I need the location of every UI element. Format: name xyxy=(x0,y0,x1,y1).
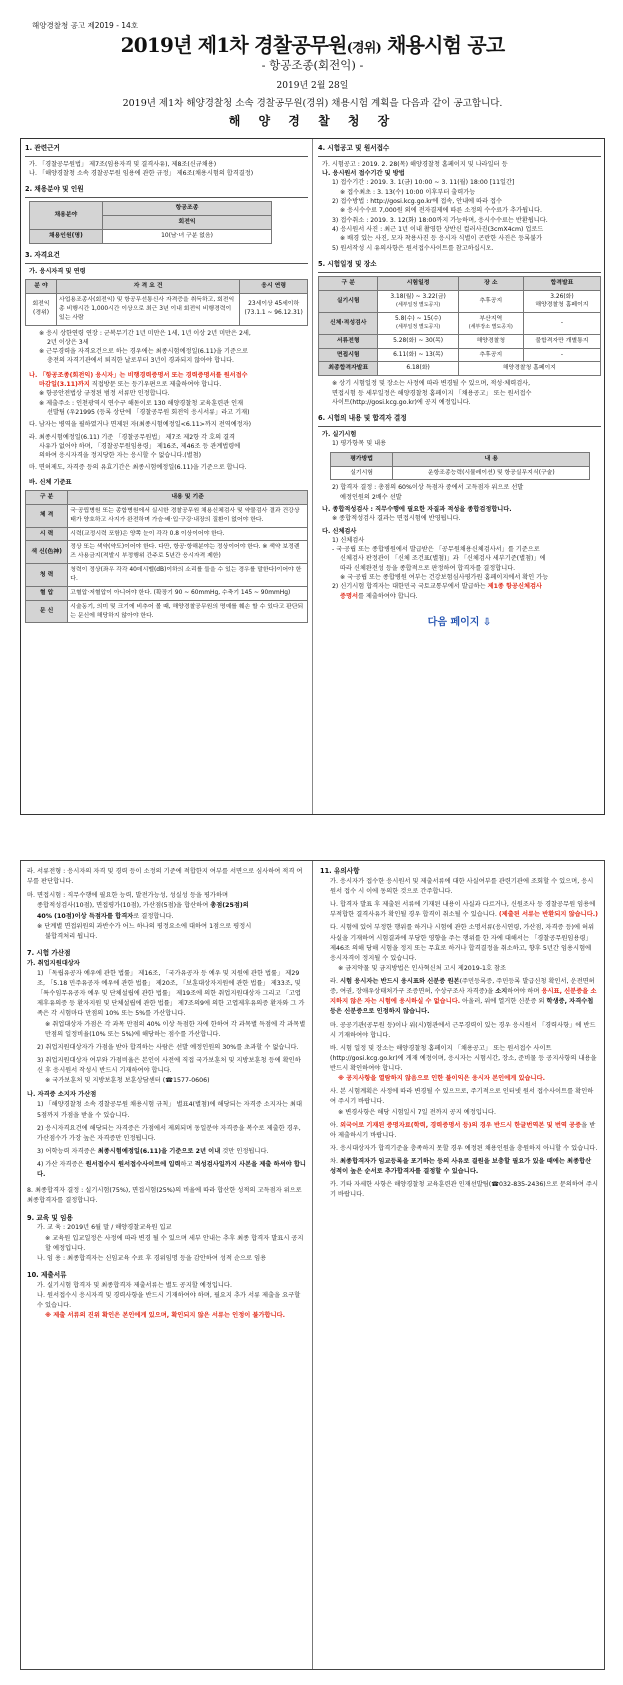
notice-number: 해양경찰청 공고 제2019 - 14호 xyxy=(32,21,139,30)
section-7-title: 7. 시험 가산점 xyxy=(27,948,71,957)
s3-ba: 바. 신체 기준표 xyxy=(29,478,72,486)
p2-7-n4-bold: 원서접수시 원서접수사이트에 입력 xyxy=(85,1161,181,1169)
row-date: 5.28(화) ~ 30(목) xyxy=(378,334,458,348)
s4-ga: 가. 시험공고 : 2019. 2. 28(목) 해양경찰청 홈페이지 및 나라일터 등 xyxy=(322,160,508,168)
s3-na-note-2a: ※ 제출주소 : 인천광역시 연수구 해돋이로 130 해양경찰청 교육훈련관 인재 xyxy=(39,399,244,407)
row-date: 6.18(화) xyxy=(378,362,458,376)
p2-7-n1: 1) 「해양경찰청 소속 경찰공무원 채용시험 규칙」 별표4(별첨)에 해당되는 자격증 소지자는 최대 5점까지 가점을 받을 수 있습니다. xyxy=(37,1101,302,1119)
th-place: 장 소 xyxy=(458,276,523,290)
row-label: 면접시험 xyxy=(319,348,378,362)
td-content: 운항조종능력(시뮬레이션) 및 항공실무지식(구술) xyxy=(393,466,590,480)
p2-11-na xyxy=(320,900,598,920)
p2-ma-3-bold: 40% (10점)이상 득점자를 합격자 xyxy=(37,912,134,920)
phys-value: 정상 또는 색약(약도)이어야 한다. 다만, 항공·항해분야는 정상이어야 한다. ※ 색약 보정렌즈 사용금지(적발시 부정행위 간주로 5년간 응시자격 제한) xyxy=(68,541,308,564)
p2-ma-2 xyxy=(27,901,306,911)
next-page-link[interactable]: 다음 페이지 ⇩ xyxy=(427,616,492,628)
s6-d2-red: 제1종 항공신체검사 xyxy=(487,583,542,591)
phys-value: 고혈압·저혈압이 아니어야 한다. (확장기 90 ~ 60mmHg, 수축기 145 ~ 90mmHg) xyxy=(68,586,308,600)
p2-11-ra xyxy=(320,977,598,1018)
table-row xyxy=(26,600,308,623)
phys-key: 혈 압 xyxy=(26,586,68,600)
s3-na xyxy=(25,371,308,380)
p2-7-n3-a: 3) 어학능력 자격증은 xyxy=(37,1147,98,1155)
p2-7-g2: 2) 취업지원대상자가 가점을 받아 합격하는 사람은 선발 예정인원의 30%를 초과할 수 없습니다. xyxy=(37,1043,299,1051)
th-count: 채용인원(명) xyxy=(30,230,103,244)
row-label: 실기시험 xyxy=(319,290,378,313)
th-category: 구 분 xyxy=(319,276,378,290)
p2-ra: 라. 서류전형 : 응시자의 자격 및 경력 등이 소정의 기준에 적합한지 여부를 서면으로 심사하여 적격 여부를 판단합니다. xyxy=(27,868,303,886)
section-10-title: 10. 제출서류 xyxy=(27,1270,67,1279)
section-9-title: 9. 교육 및 임용 xyxy=(27,1213,73,1222)
p2-11-aa-c: 을 받아 제출하시기 바랍니다. xyxy=(330,1121,596,1139)
p2-11-ka: 카. 기타 자세한 사항은 해양경찰청 교육훈련관 인재선발팀(☎032-835-2436)으로 문의하여 주시기 바랍니다. xyxy=(330,1181,599,1199)
page-gap xyxy=(0,817,623,859)
row-place-note: (세부장소 별도공지) xyxy=(468,324,513,331)
s3-na-pre: 나. 「항공조종(회전익) 응시자」는 xyxy=(29,371,128,379)
s3-ma: 마. 면허제도, 자격증 등의 유효기간은 최종시험예정일(6.11)을 기준으로 합니다. xyxy=(29,464,247,472)
table-row xyxy=(26,586,308,600)
section-6-title: 6. 시험의 내용 및 합격자 결정 xyxy=(318,414,407,423)
p2-7-n3-bold: 최종시험예정일(6.11)을 기준으로 2년 이내 xyxy=(97,1147,221,1155)
p2-11-ma: 마. 공공기관(공무원 등)이나 위(시)험관에서 근무경력이 있는 경우 응시원서 「경력사항」에 반드시 기재하여야 합니다. xyxy=(330,1021,596,1039)
physical-criteria-table xyxy=(25,490,308,623)
row-date-note: (세부일정 별도공지) xyxy=(396,324,441,331)
notice-date: 2019년 2월 28일 xyxy=(276,81,349,91)
table-row xyxy=(319,362,601,376)
row-label: 서류전형 xyxy=(319,334,378,348)
p2-7-g1: 1) 「독립유공자 예우에 관한 법률」 제16조, 「국가유공자 등 예우 및 지원에 관한 법률」 제29조, 「5.18 민주유공자 예우에 관한 법률」 제20조, 「보훈대상자지원에 관한 법률」 제33조, 및 「특수임무유공자 예우 및 단체설립에 관한 법률」 제19조에 의한 취업지원대상자 그리고 「고엽제후유의증 등 환자지원 및 단체설립에 관한 법률」 제7조의9에 의한 고엽제후유의증 환자와 그 가족은 각 시험마다 만점의 10% 또는 5%를 가산합니다. xyxy=(37,969,305,1018)
table-row xyxy=(319,334,601,348)
phys-key: 색 신(色神) xyxy=(26,541,68,564)
row-date: 3.18(월) ~ 3.22(금) xyxy=(390,294,446,301)
td-age-range: 23세이상 45세이하 xyxy=(248,301,300,308)
p2-ma-note-1: ※ 단계별 면접위원의 과반수가 어느 하나의 평정요소에 대하여 1점으로 평정시 xyxy=(37,922,252,930)
s6-d2-tail: 를 제출하여야 합니다. xyxy=(357,592,418,600)
th-result: 합격발표 xyxy=(523,276,600,290)
s6-da: 다. 신체검사 xyxy=(322,527,357,535)
notice-title xyxy=(20,30,605,60)
p2-ma-3-text: 로 결정합니다. xyxy=(133,912,174,920)
row-result: - xyxy=(523,313,600,334)
page-1 xyxy=(20,6,605,815)
p2-7-n3 xyxy=(27,1147,306,1157)
s3-note-1b: 2년 이상은 3세 xyxy=(47,338,89,346)
phys-value: 국·공립병원 또는 종합병원에서 실시한 경찰공무원 채용신체검사 및 약물검사 결과 건강상태가 양호하고 사지가 완전하며 가슴·배·입·구강·내장의 질환이 없어야 한다. xyxy=(68,504,308,527)
page-1-body xyxy=(20,138,605,815)
table-row xyxy=(319,313,601,334)
s3-ra-1: 라. 최종시험예정일(6.11) 기준 「경찰공무원법」 제7조 제2항 각 호의 결격 xyxy=(29,433,235,441)
recruitment-table xyxy=(29,201,272,244)
th-schedule: 시험일정 xyxy=(378,276,458,290)
p2-11-ja: 자. 응시대상자가 합격기준을 충족하지 못할 경우 예정된 채용인원을 충원하지 아니할 수 있습니다. xyxy=(330,1144,598,1152)
s6-d1c: 따라 신체완전성 등을 종합적으로 판정하여 합격자를 결정합니다. xyxy=(340,564,516,572)
title-main: 2019년 제1차 경찰공무원 xyxy=(120,33,347,57)
s6-d1a: - 국·공립 또는 종합병원에서 발급받은 「공무원채용신체검사서」를 기준으로 xyxy=(332,546,540,554)
p2-11-cha xyxy=(320,1157,598,1177)
row-date: 6.11(화) ~ 13(목) xyxy=(378,348,458,362)
s6-g1: 1) 평가항목 및 내용 xyxy=(332,440,387,448)
p2-11-sa: 사. 본 시험계획은 사정에 따라 변경될 수 있으므로, 주기적으로 인터넷 원서 접수사이트를 확인하여 주시기 바랍니다. xyxy=(330,1088,594,1106)
section-2-title: 2. 채용분야 및 인원 xyxy=(25,185,84,194)
p2-9-a-note: ※ 교육원 입교일정은 사정에 따라 변경 될 수 있으며 세부 안내는 추후 최종 합격자 발표시 공지할 예정입니다. xyxy=(45,1234,304,1252)
page-2 xyxy=(20,860,605,1670)
row-place: 부산지역 xyxy=(479,316,503,323)
s6-d2-red2: 증명서 xyxy=(340,592,358,600)
s5-note-1: ※ 상기 시험일정 및 장소는 사정에 따라 변경될 수 있으며, 적성·체력검사, xyxy=(332,380,531,388)
row-label: 신체·적성검사 xyxy=(319,313,378,334)
row-place: 추후공지 xyxy=(458,348,523,362)
p2-11-da: 다. 시험에 있어 부정한 행위를 하거나 시험에 관한 소명서류(응시연령, 가산점, 자격증 등)에 허위사실을 기재하여 시험결과에 부당한 영향을 주는 행위를 한 자에 대해서는 「경찰공무원임용령」 제46조 의해 당해 시험을 정지 또는 무효로 하거나 합격결정을 취소하고, 향후 5년간 임용시험에 응시자격이 정지될 수 있습니다. xyxy=(330,924,595,962)
s4-l4-note: ※ 배경 있는 사진, 모자 착용사진 등 응시자 식별이 곤란한 사진은 등록불가 xyxy=(340,235,543,243)
s3-na-note-2b: 선발팀 (우21995 (등록 상단에 「경찰공무원 회전익 응시서류」라고 기재) xyxy=(47,408,250,416)
row-place: 해양경찰청 xyxy=(458,334,523,348)
section-4-title: 4. 시험공고 및 원서접수 xyxy=(318,144,390,152)
row-place: 추후공지 xyxy=(458,290,523,313)
phys-value: 시력(교정시력 포함)은 양쪽 눈이 각각 0.8 이상이어야 한다. xyxy=(68,527,308,541)
s6-na: 나. 종합적성검사 : 직무수행에 필요한 자질과 적성을 종합검정합니다. xyxy=(322,505,512,513)
td-area-name: 회전익 xyxy=(32,301,50,308)
p2-11-ra-g: 아울러, 위에 열거한 신분증 외 xyxy=(460,998,547,1006)
issuing-organization: 해 양 경 찰 청 장 xyxy=(228,114,397,128)
left-column xyxy=(21,139,313,814)
phys-key: 체 격 xyxy=(26,504,68,527)
s4-l2: 2) 접수방법 : http://gosi.kcg.go.kr에 접속, 안내에 따라 접수 xyxy=(332,198,503,206)
row-result: - xyxy=(523,348,600,362)
p2-ma-2-bold: 총점(25점)의 xyxy=(210,902,249,910)
th-field-value: 항공조종 xyxy=(102,202,272,216)
s1-line-2: 나. 「해양경찰청 소속 경찰공무원 임용에 관한 규정」 제6조(채용시험의 합격결정) xyxy=(29,170,254,178)
p2-11-na-red: (제출된 서류는 반환되지 않습니다.) xyxy=(498,911,598,919)
s1-line-1: 가. 「경찰공무원법」 제7조(임용자격 및 결격사유), 제8조(신규채용) xyxy=(29,160,217,168)
phys-key: 문 신 xyxy=(26,600,68,623)
practical-test-table xyxy=(330,452,590,481)
p2-11-aa-red: 외국어로 기재된 증명자료(학력, 경력증명서 등)의 경우 반드시 한글번역본 및 번역 공증 xyxy=(340,1121,582,1129)
th-method: 평가방법 xyxy=(331,452,393,466)
p2-10-b: 나. 원서접수시 응시자격 및 경력사항을 반드시 기재하여야 하며, 필요지 추가 서류 제출을 요구할 수 있습니다. xyxy=(37,1291,301,1310)
p2-11-ga: 가. 응시자가 접수한 응시원서 및 제출서류에 대한 사실여부를 관련기관에 조회할 수 있으며, 응시원서 접수 시 이에 동의한 것으로 간주합니다. xyxy=(330,877,594,896)
page-2-left xyxy=(21,861,313,1669)
th-age: 응시 연령 xyxy=(240,280,308,294)
phys-key: 청 력 xyxy=(26,564,68,587)
s6-na-note: ※ 종합적성검사 결과는 면접시험에 반영됩니다. xyxy=(332,515,461,523)
s3-na-red: 비행경력증명서 또는 경력증명서를 원서접수 xyxy=(127,371,248,379)
s3-note-1a: ※ 응시 상한연령 연장 : 군복무기간 1년 미만은 1세, 1년 이상 2년 미만은 2세, xyxy=(39,329,251,337)
p2-11-cha-a: 차. xyxy=(330,1158,341,1166)
p2-11-ba: 바. 시험 일정 및 장소는 해양경찰청 홈페이지 「채용공고」 또는 원서접수 사이트(http://gosi.kcg.go.kr)에 게재 예정이며, 응시자는 시험시간, 장소, 준비물 등 공지사항의 내용을 반드시 확인하여야 합니다. xyxy=(330,1044,597,1073)
row-result-note: 해양경찰청 홈페이지 xyxy=(535,302,589,309)
p2-11-ra-a: 라. xyxy=(330,978,341,986)
s6-d2-line2 xyxy=(318,592,601,601)
notice-subtitle: - 항공조종(회전익) - xyxy=(261,58,364,72)
right-column xyxy=(314,139,605,633)
table-row xyxy=(26,504,308,527)
p2-7-n4-a: 4) 가산 자격증은 xyxy=(37,1161,86,1169)
phys-value: 청력이 정상(좌우 각각 40데시벨(dB)이하의 소리를 들을 수 있는 경우를 말한다)이어야 한다. xyxy=(68,564,308,587)
th-area: 분 야 xyxy=(26,280,57,294)
row-label: 최종합격자발표 xyxy=(319,362,378,376)
title-rank: (경위) xyxy=(346,41,381,56)
schedule-table xyxy=(318,276,601,377)
s5-note-2: 면접시험 등 세부일정은 해양경찰청 홈페이지 「채용공고」 또는 원서접수 xyxy=(332,389,532,397)
th-phys-criteria: 내용 및 기준 xyxy=(68,491,308,505)
p2-10-a: 가. 실기시험 합격자 및 최종합격자 제출서류는 별도 공지할 예정입니다. xyxy=(37,1281,232,1289)
th-requirement: 자 격 요 건 xyxy=(57,280,240,294)
p2-11-na-text: 나. 합격자 발표 후 제출된 서류에 기재된 내용이 사실과 다르거나, 신원조사 등 경찰공무원 임용에 부적합한 결격사유가 확인될 경우 합격이 취소될 수 있습니다. xyxy=(330,901,596,919)
p2-11-ra-bold: 시험 응시자는 반드시 응시표와 신분증 원본 xyxy=(340,978,460,986)
th-content: 내 용 xyxy=(393,452,590,466)
s4-l5: 5) 원서작성 시 유의사항은 원서접수사이트를 참고하십시오. xyxy=(332,244,494,252)
s6-g2b: 예정인원의 2배수 선발 xyxy=(340,493,402,501)
p2-11-ra-d: 소지 xyxy=(495,988,508,996)
s6-ga: 가. 실기시험 xyxy=(322,431,357,439)
p2-7-ga: 가. 취업지원대상자 xyxy=(27,959,80,967)
page-2-right xyxy=(314,861,604,1207)
table-row xyxy=(319,348,601,362)
s4-na: 나. 응시원서 접수기간 및 방법 xyxy=(322,170,405,178)
p2-11-ra-bold2: 학생증, 자격수첩 등은 신분증으로 인정하지 않습니다. xyxy=(330,998,594,1016)
s3-subtitle: 가. 응시자격 및 연령 xyxy=(29,267,86,275)
p2-10-note: ※ 제출 서류의 진위 확인은 본인에게 있으며, 확인되지 않은 서류는 인정이 불가합니다. xyxy=(45,1312,286,1320)
s6-d2-text: 2) 신기시험 합격자는 대한민국 국토교통부에서 발급하는 xyxy=(332,583,488,591)
p2-11-da-note: ※ 금지약물 및 금지방법은 인사혁신처 고시 제2019-1호 참조 xyxy=(338,964,507,972)
p2-ma-3 xyxy=(27,912,306,922)
td-requirement: 사업용조종사(회전익) 및 항공무선통신사 자격증을 취득하고, 회전익 총 비행시간 1,000시간 이상으로 최근 3년 이내 회전익 비행경력이 있는 사람 xyxy=(57,294,240,326)
p2-11-ra-c: (주민등록증, 주민등록 발급신청 확인서, 운전면허증, 여권, 장애우상태처가구 조증면허, 수상구조사 자격증)을 xyxy=(330,978,595,996)
p2-9-b: 나. 임 용 : 최종합격자는 신임교육 수료 후 경위임명 등을 감안하여 성적 순으로 임용 xyxy=(37,1254,267,1262)
s3-note-2b: 충전의 자격기관에서 퇴직한 날로부터 3년이 경과되지 않아야 합니다. xyxy=(47,357,235,365)
notice-intro: 2019년 제1차 해양경찰청 소속 경찰공무원(경위) 채용시험 계획을 다음과 같이 공고합니다. xyxy=(122,98,503,109)
td-method: 실기시험 xyxy=(331,466,393,480)
td-area-rank: (경위) xyxy=(33,310,49,317)
phys-key: 시 력 xyxy=(26,527,68,541)
p2-11-cha-bold: 최종합격자가 임교등록을 포기하는 등의 사유로 결원을 보충할 필요가 있을 때에는 최종합산 성적이 높은 순서로 추가합격자를 결정할 수 있습니다. xyxy=(330,1158,592,1176)
s3-na-post: 직접방문 또는 등기우편으로 제출하여야 합니다. xyxy=(89,381,222,389)
p2-7-g3: 3) 취업지원대상자 여부와 가점비율은 본인이 사전에 직접 국가보훈처 및 지방보훈청 등에 확인하신 후 응시원서 작성시 반드시 기재하여야 합니다. xyxy=(37,1056,301,1075)
s4-l3: 3) 접수취소 : 2019. 3. 12(화) 18:00까지 가능하며, 응시수수료는 반환됩니다. xyxy=(332,216,548,224)
row-result: 3.26(화) xyxy=(550,293,574,300)
s3-note-2a: ※ 근무경력을 자격요건으로 하는 경우에는 최종시험예정일(6.11)을 기준으로 xyxy=(39,348,248,356)
s3-ra-3: 의하여 응시자격을 정지당한 자는 응시할 수 없습니다.(별첨) xyxy=(39,452,202,460)
section-11-title: 11. 유의사항 xyxy=(320,867,360,875)
p2-11-aa xyxy=(320,1121,598,1141)
row-date-note: (세부일정 별도공지) xyxy=(396,302,441,309)
th-field: 채용분야 xyxy=(30,202,103,230)
p2-ma-1: 마. 면접시험 : 직무수행에 필요한 능력, 발전가능성, 성실성 등을 평가하며 xyxy=(27,892,229,900)
p2-11-ba-note: ※ 공지사항을 열람하지 않음으로 인한 불이익은 응시자 본인에게 있습니다. xyxy=(338,1075,545,1083)
p2-11-ra-e: 하여야 하며 xyxy=(507,988,542,996)
title-end: 채용시험 공고 xyxy=(380,33,505,57)
p2-ma-2-text: 종합적성검사(10점), 면접평가(10점), 가산점(5점)을 합산하여 xyxy=(37,902,211,910)
p2-9-a: 가. 교 육 : 2019년 6월 말 / 해양경찰교육원 입교 xyxy=(37,1224,172,1232)
s4-l4: 4) 응시원서 사진 : 최근 1년 이내 촬영한 상반신 컬러사진(3cmX4cm) 업로드 xyxy=(332,225,544,233)
s6-d2 xyxy=(318,582,601,591)
s6-d1b: 신체검사 판정관이 「신체 조건표(별첨)」과 「신체검사 세부기준(별첨)」에 xyxy=(340,555,546,563)
s3-ra-2: 사유가 없어야 하며, 「경찰공무원임용령」 제16조, 제46조 등 관계법령에 xyxy=(39,442,241,450)
row-date: 5.8(수) ~ 15(수) xyxy=(395,316,442,323)
p2-7-n4-bold2: 적성검사일까지 사본을 제출 하셔야 합니다. xyxy=(37,1161,306,1179)
p2-11-ra-red: 응시표, 신분증을 소지하지 않은 자는 시험에 응시하실 수 없습니다. xyxy=(330,988,597,1006)
s6-d1-note: ※ 국·공립 또는 종합병원 여부는 건강보험심사평가원 홈페이지에서 확인 가능 xyxy=(340,574,549,582)
s4-l2-note: ※ 응시수수료 7,000원 외에 전자결제에 따른 소정의 수수료가 추가됩니다. xyxy=(340,207,542,215)
table-row xyxy=(319,290,601,313)
p2-7-g3-note: ※ 국가보훈처 및 지방보훈청 보훈상담센터 (☎1577-0606) xyxy=(45,1077,210,1085)
table-row xyxy=(26,541,308,564)
p2-7-n2: 2) 응시자격요건에 해당되는 자격증은 가점에서 제외되며 동일분야 자격증을 복수로 제출한 경우, 가산점수가 가장 높은 자격증만 인정됩니다. xyxy=(37,1124,301,1142)
p2-ma-note-2: 불합격처리 됩니다. xyxy=(45,932,98,940)
s3-na-note-1: ※ 항공안전법상 규정된 범정 서류만 인정합니다. xyxy=(39,390,170,398)
s4-l1: 1) 접수기간 : 2019. 3. 1(금) 10:00 ~ 3. 11(월) 18:00 [11일간] xyxy=(332,179,515,187)
phys-value: 시술동기, 의미 및 크기에 비추어 볼 때, 해양경찰공무원의 명예를 훼손 할 수 있다고 판단되는 문신에 해당하지 않아야 한다. xyxy=(68,600,308,623)
s6-d1: 1) 신체검사 xyxy=(332,536,365,544)
td-age-dates: (73.1.1 ~ 96.12.31) xyxy=(244,310,303,317)
p2-11-aa-a: 아. xyxy=(330,1121,341,1129)
s6-g2a: 2) 합격자 결정 : 총점의 60%이상 득점자 중에서 고득점자 위으로 선발 xyxy=(332,484,524,492)
p2-11-sa-note: ※ 변경사항은 해당 시험일시 7일 전까지 공지 예정입니다. xyxy=(338,1108,496,1116)
section-3-title: 3. 자격요건 xyxy=(25,250,60,259)
p2-7-g1-note: ※ 취업대상자 가점은 각 과목 만점의 40% 이상 득점한 자에 한하여 각 과목별 득점에 각 과목별 만점의 일정비율(10% 또는 5%)에 해당하는 점수를 가산합니다. xyxy=(45,1020,306,1038)
p2-7-na: 나. 자격증 소지자 가산점 xyxy=(27,1091,97,1099)
p2-7-n4 xyxy=(27,1160,306,1180)
table-row xyxy=(26,564,308,587)
s4-l1-note: ※ 접수최초 : 3. 13(수) 10:00 이후부터 출력가능 xyxy=(340,188,476,196)
section-5-title: 5. 시험일정 및 장소 xyxy=(318,259,377,268)
s3-na-deadline: 마감일(3.11)까지 xyxy=(39,381,90,389)
td-count: 10(남·녀 구분 없음) xyxy=(102,230,272,244)
th-phys-category: 구 분 xyxy=(26,491,68,505)
section-1-title: 1. 관련근거 xyxy=(25,144,60,152)
p2-8: 8. 최종합격자 결정 : 실기시험(75%), 면접시험(25%)의 비율에 따라 합산한 성적의 고득점자 위으로 최종합격자를 결정합니다. xyxy=(27,1187,302,1205)
th-field-sub: 회전익 xyxy=(102,216,272,230)
table-row xyxy=(26,527,308,541)
p2-7-n4-c: 하고 xyxy=(180,1161,195,1169)
s3-da: 다. 남자는 병역을 필하였거나 면제된 자(최종시험예정일<6.11>까지 전역예정자) xyxy=(29,421,252,429)
notice-header xyxy=(20,6,605,134)
s5-note-3: 사이트(http://gosi.kcg.go.kr)에 공지 예정입니다. xyxy=(332,398,471,406)
p2-7-n3-c: 것만 인정됩니다. xyxy=(220,1147,269,1155)
row-place: 해양경찰청 홈페이지 xyxy=(458,362,600,376)
s3-na-2 xyxy=(25,380,308,389)
qualification-table xyxy=(25,279,308,325)
row-result: 불합격자만 개별통지 xyxy=(523,334,600,348)
